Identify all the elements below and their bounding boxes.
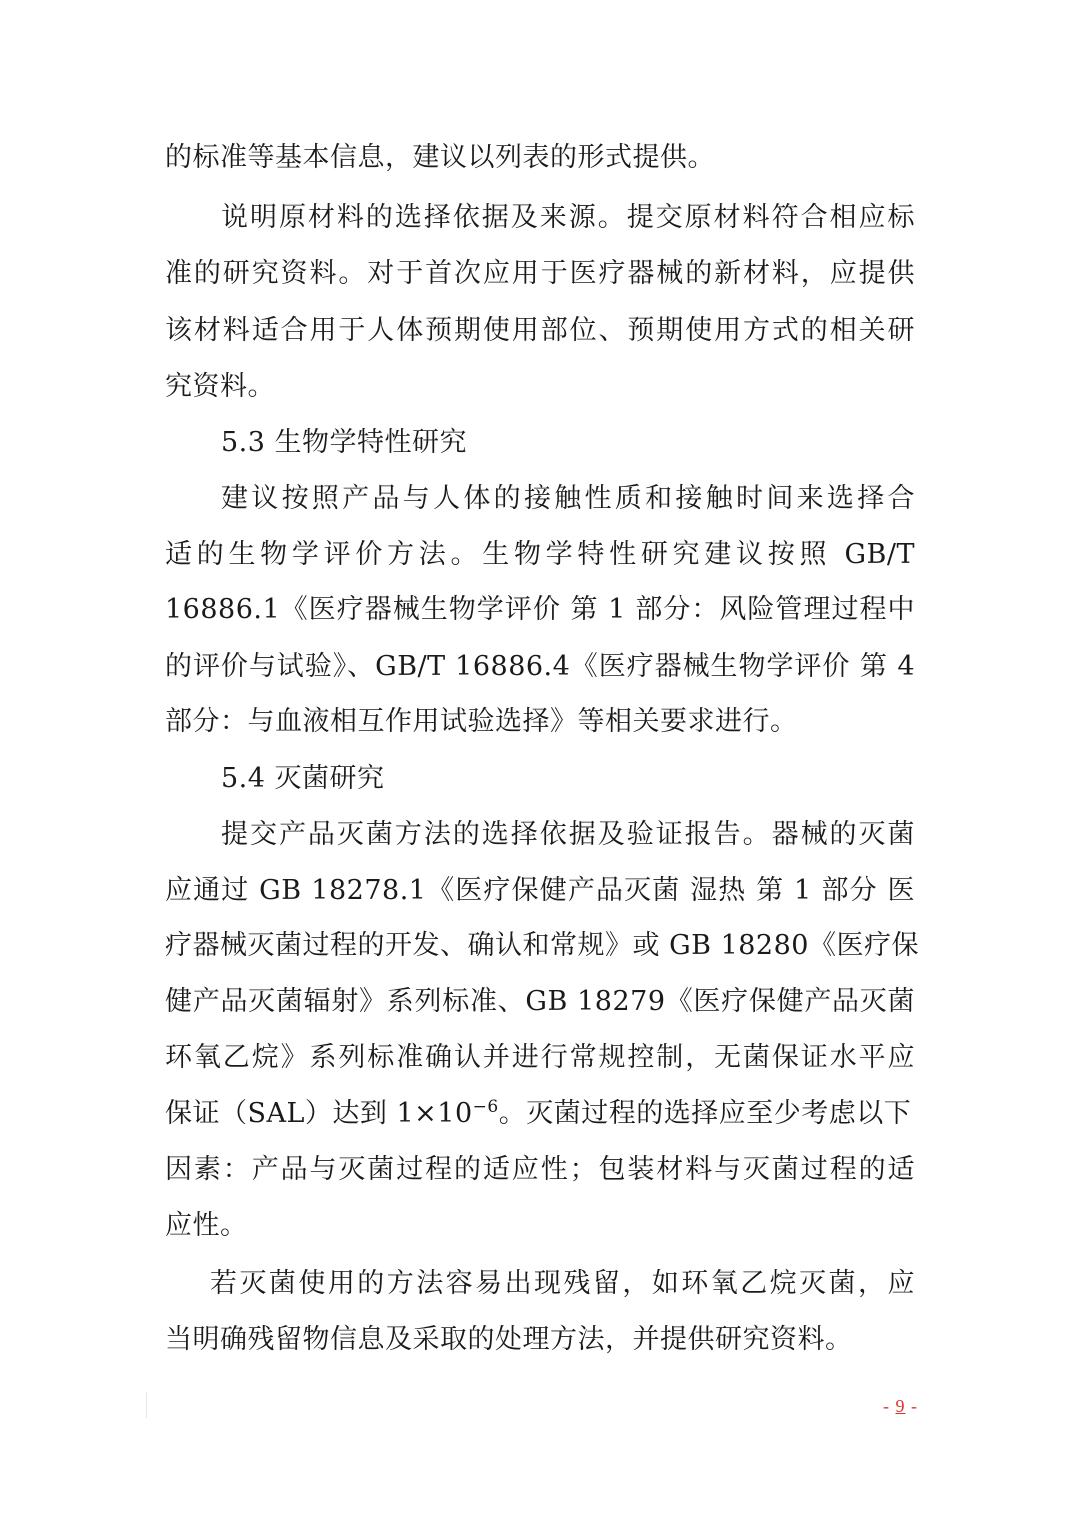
paragraph-line: 说明原材料的选择依据及来源。提交原材料符合相应标 xyxy=(221,202,915,233)
sal-tail: 。灭菌过程的选择应至少考虑以下 xyxy=(498,1098,912,1129)
paragraph-line: 应性。 xyxy=(165,1210,248,1241)
paragraph-line: 的评价与试验》、GB/T 16886.4《医疗器械生物学评价 第 4 xyxy=(165,651,915,682)
paragraph-line-sal xyxy=(165,1096,915,1132)
paragraph-line: 应通过 GB 18278.1《医疗保健产品灭菌 湿热 第 1 部分 医 xyxy=(165,875,915,906)
section-heading: 5.4 灭菌研究 xyxy=(221,763,385,794)
paragraph-line: 准的研究资料。对于首次应用于医疗器械的新材料，应提供 xyxy=(165,258,915,289)
paragraph-line: 若灭菌使用的方法容易出现残留，如环氧乙烷灭菌，应 xyxy=(210,1268,915,1299)
page-number-prefix: - xyxy=(883,1396,890,1416)
paragraph-line: 建议按照产品与人体的接触性质和接触时间来选择合 xyxy=(221,483,915,514)
page-number-value: 9 xyxy=(895,1396,906,1416)
paragraph-line: 16886.1《医疗器械生物学评价 第 1 部分：风险管理过程中 xyxy=(165,594,915,625)
paragraph-line: 健产品灭菌辐射》系列标准、GB 18279《医疗保健产品灭菌 xyxy=(165,986,915,1017)
sal-text: 保证（SAL）达到 1×10 xyxy=(165,1098,473,1129)
paragraph-line: 该材料适合用于人体预期使用部位、预期使用方式的相关研 xyxy=(165,315,915,346)
sal-exponent: −6 xyxy=(472,1097,499,1117)
paragraph-line: 疗器械灭菌过程的开发、确认和常规》或 GB 18280《医疗保 xyxy=(165,930,919,961)
page-number xyxy=(883,1396,918,1417)
margin-mark xyxy=(146,1392,147,1418)
paragraph-line: 的标准等基本信息，建议以列表的形式提供。 xyxy=(165,142,715,173)
paragraph-line: 环氧乙烷》系列标准确认并进行常规控制，无菌保证水平应 xyxy=(165,1042,915,1073)
page-number-suffix: - xyxy=(911,1396,918,1416)
paragraph-line: 部分：与血液相互作用试验选择》等相关要求进行。 xyxy=(165,706,798,737)
paragraph-line: 因素：产品与灭菌过程的适应性；包装材料与灭菌过程的适 xyxy=(165,1154,915,1185)
paragraph-line: 适的生物学评价方法。生物学特性研究建议按照 GB/T xyxy=(165,539,915,570)
paragraph-line: 当明确残留物信息及采取的处理方法，并提供研究资料。 xyxy=(165,1324,853,1355)
section-heading: 5.3 生物学特性研究 xyxy=(221,427,468,458)
paragraph-line: 提交产品灭菌方法的选择依据及验证报告。器械的灭菌 xyxy=(221,819,915,850)
paragraph-line: 究资料。 xyxy=(165,371,275,402)
